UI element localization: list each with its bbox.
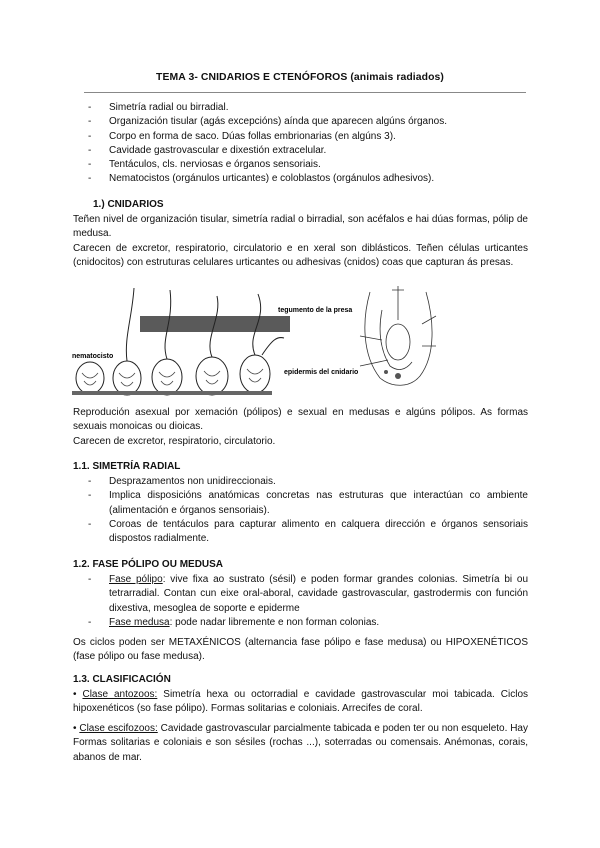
intro-bullet-list xyxy=(88,101,528,187)
simetria-bullet-list xyxy=(88,475,528,546)
fase-medusa-term: Fase medusa xyxy=(109,616,170,628)
title-divider xyxy=(84,92,526,93)
section-heading-fase: 1.2. FASE PÓLIPO OU MEDUSA xyxy=(73,559,224,570)
escifozoos-term: Clase escifozoos: xyxy=(79,723,158,734)
fase-medusa-text: : pode nadar libremente e non forman colonias. xyxy=(169,616,380,628)
list-item: - Tentáculos, cls. nerviosas e órganos sensoriais. xyxy=(88,158,528,172)
section-heading-simetria: 1.1. SIMETRÍA RADIAL xyxy=(73,461,181,472)
list-item: - Coroas de tentáculos para capturar alimento en calquera dirección e órganos sensoriais dispostos radialmente. xyxy=(88,518,528,547)
list-item xyxy=(88,573,528,616)
label-epidermis: epidermis del cnidario xyxy=(284,369,359,376)
prey-tegument-band xyxy=(140,316,290,332)
cnidocyte-illustration xyxy=(352,280,444,396)
ciclos-paragraph: Os ciclos poden ser METAXÉNICOS (alternancia fase pólipo e fase medusa) ou HIPOXENÉTICOS (fase pólipo ou fase medusa). xyxy=(73,637,528,663)
list-item xyxy=(88,616,528,630)
antozoos-term: Clase antozoos: xyxy=(82,689,158,700)
antozoos-text: Simetría hexa ou octorradial e cavidade gastrovascular moi tabicada. Ciclos hipoxenéticos (so fase pólipo). Formas solitarias e coloniais. Arrecifes de coral. xyxy=(73,689,529,715)
list-item: - Cavidade gastrovascular e dixestión extracelular. xyxy=(88,144,528,158)
list-item: - Corpo en forma de saco. Dúas follas embrionarias (en algúns 3). xyxy=(88,130,528,144)
label-tegumento: tegumento de la presa xyxy=(278,307,353,314)
label-nematocisto: nematocisto xyxy=(72,353,114,360)
escifozoos-text: Cavidade gastrovascular parcialmente tabicada e poden ter ou non esqueleto. Hay Formas solitarias e coloniais e son sésiles (rochas ...), soterradas ou comensais. Anémonas, corais, abanos de mar. xyxy=(73,723,528,763)
document-title: TEMA 3- CNIDARIOS E CTENÓFOROS (animais radiados) xyxy=(156,72,444,83)
bullet-dot: • xyxy=(73,723,77,734)
escifozoos-paragraph xyxy=(73,722,528,765)
list-item: - Nematocistos (orgánulos urticantes) e coloblastos (orgánulos adhesivos). xyxy=(88,172,528,186)
list-item: - Organización tisular (agás excepcións) aínda que aparecen algúns órganos. xyxy=(88,115,528,129)
fase-polipo-text: : vive fixa ao sustrato (sésil) e poden formar grandes colonias. Simetría bi ou tetrarradial. Contan cun eixe oral-aboral, cavidade gastrovascular, gastrodermis con función dixestiva, mesoglea de soporte e epiderme xyxy=(109,574,529,614)
section-heading-clasificacion: 1.3. CLASIFICACIÓN xyxy=(73,674,171,685)
fase-bullet-list xyxy=(88,573,528,630)
reproduction-paragraph: Reprodución asexual por xemación (pólipos) e sexual en medusas e algúns pólipos. As formas sexuais monoicas ou dioicas. xyxy=(73,407,528,433)
section-heading-cnidarios: 1.) CNIDARIOS xyxy=(93,199,164,210)
cnidarios-paragraph-1: Teñen nivel de organización tisular, simetría radial o birradial, son acéfalos e hai dúas formas, pólip de medusa. xyxy=(73,214,528,240)
list-item: - Simetría radial ou birradial. xyxy=(88,101,528,115)
nematocyst-illustration xyxy=(72,278,362,398)
list-item: - Desprazamentos non unidireccionais. xyxy=(88,475,528,489)
cnidarios-paragraph-2: Carecen de excretor, respiratorio, circulatorio e en xeral son diblásticos. Teñen células urticantes (cnidocitos) con estruturas celulares urticantes ou adhesivas (cnidos) coas que capturan ás presas. xyxy=(73,243,528,269)
list-item: - Implica disposicións anatómicas concretas nas estruturas que interactúan co ambiente (alimentación e órganos sensoriais). xyxy=(88,489,528,518)
bullet-dot: • xyxy=(73,689,77,700)
antozoos-paragraph xyxy=(73,688,528,717)
lacks-systems-paragraph: Carecen de excretor, respiratorio, circulatorio. xyxy=(73,436,276,447)
fase-polipo-term: Fase pólipo xyxy=(109,574,163,585)
